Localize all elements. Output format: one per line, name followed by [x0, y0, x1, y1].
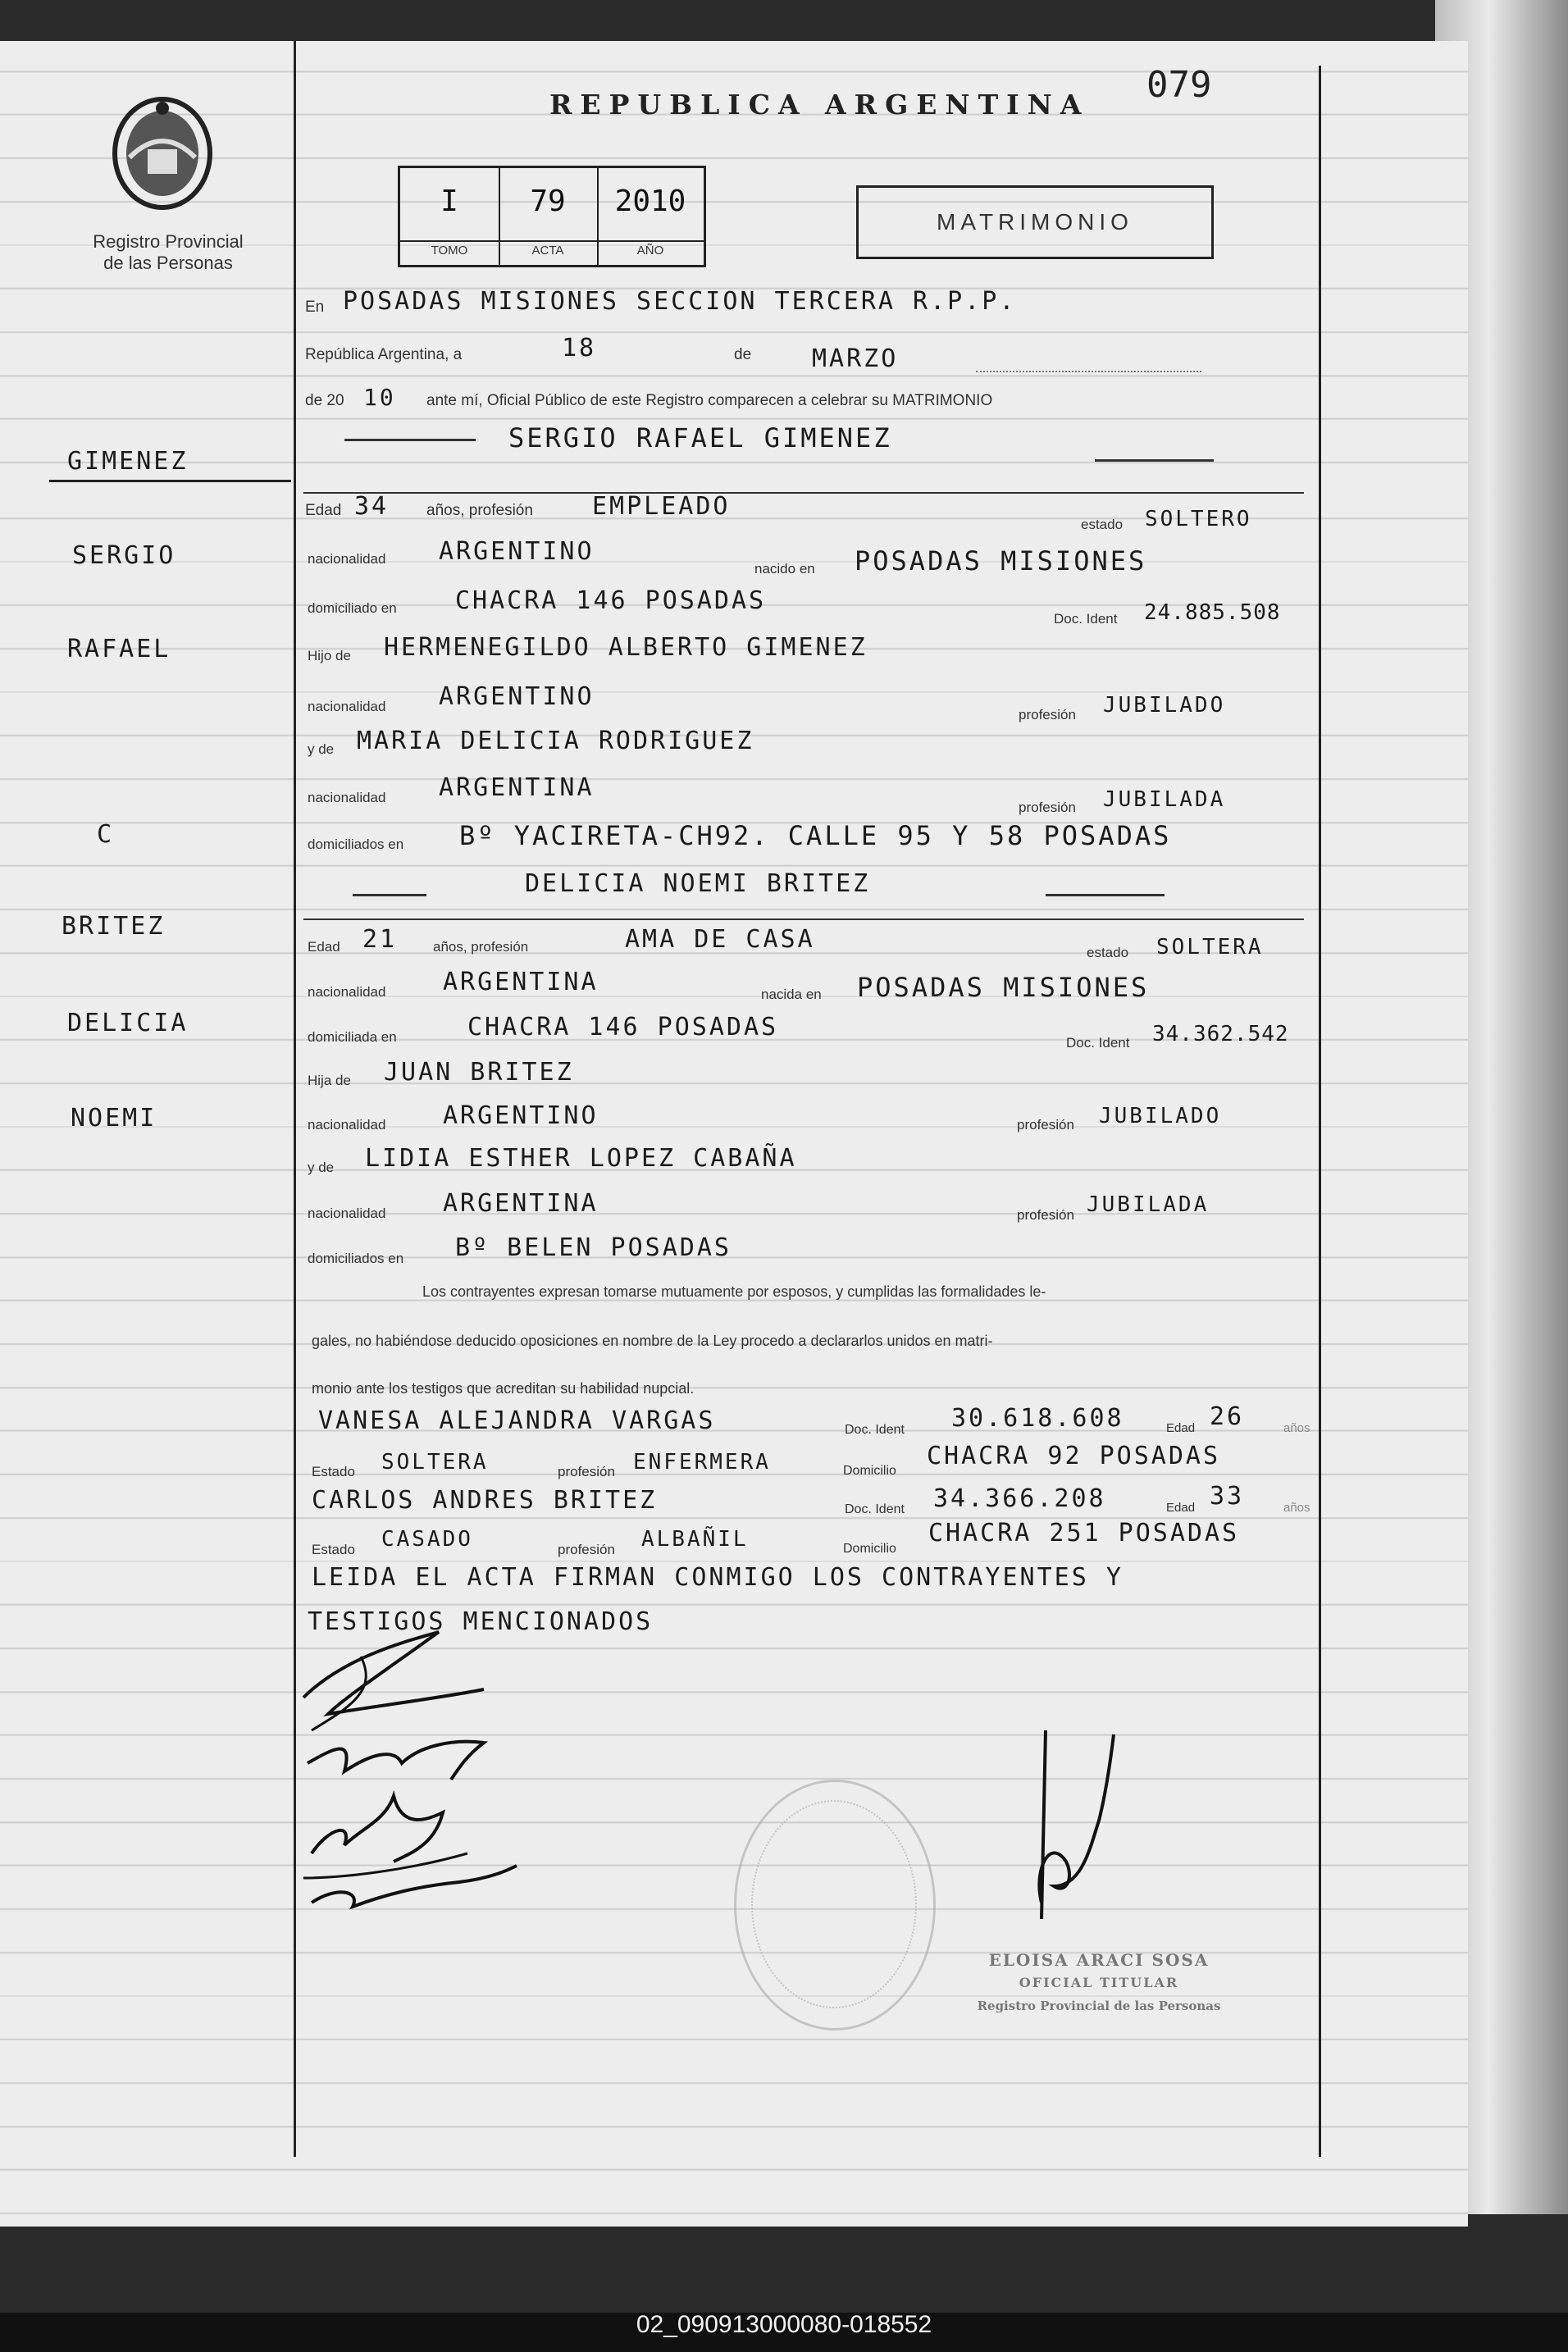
closing-line-2: TESTIGOS MENCIONADOS [308, 1607, 654, 1636]
witness-2-edad-label: Edad [1166, 1501, 1196, 1515]
groom-doc: 24.885.508 [1144, 600, 1281, 625]
bride-padre-nac-label: nacionalidad [308, 1117, 386, 1133]
groom-estado-label: estado [1081, 517, 1124, 532]
groom-full-name: SERGIO RAFAEL GIMENEZ [508, 422, 892, 454]
closing-line-1: LEIDA EL ACTA FIRMAN CONMIGO LOS CONTRAYENTES Y [312, 1563, 1124, 1592]
groom-madre-nac-label: nacionalidad [308, 790, 386, 805]
witness-2-anos-label: años [1283, 1501, 1310, 1515]
witness-1-name: VANESA ALEJANDRA VARGAS [318, 1406, 716, 1435]
bride-padres-dom: Bº BELEN POSADAS [455, 1233, 732, 1262]
groom-padre-nac-label: nacionalidad [308, 699, 386, 714]
bride-hija-label: Hija de [308, 1073, 351, 1088]
bride-madre-nac: ARGENTINA [443, 1189, 599, 1218]
bride-dom-label: domiciliada en [308, 1029, 397, 1045]
witness-1-estado: SOLTERA [381, 1450, 489, 1475]
bride-estado: SOLTERA [1156, 935, 1264, 959]
sidebar-bride-first: DELICIA [67, 1009, 189, 1037]
bride-padre-prof-label: profesión [1017, 1117, 1074, 1133]
bride-domicilio: CHACRA 146 POSADAS [467, 1013, 779, 1042]
registry-label: Registro Provincial de las Personas [93, 231, 244, 273]
province-emblem-icon [105, 92, 220, 215]
witness-1-anos-label: años [1283, 1421, 1310, 1435]
groom-madre: MARIA DELICIA RODRIGUEZ [357, 727, 754, 755]
sidebar-name-first: SERGIO [72, 541, 176, 570]
sidebar-name-surname: GIMENEZ [67, 447, 189, 476]
name-rule-right [1095, 459, 1214, 462]
bride-madre-prof: JUBILADA [1087, 1192, 1210, 1217]
image-id-caption: 02_090913000080-018552 [636, 2311, 932, 2338]
bride-madre-prof-label: profesión [1017, 1207, 1074, 1223]
acta-label: ACTA [499, 240, 597, 258]
witness-2-doc-label: Doc. Ident [845, 1502, 905, 1516]
name-rule-left [344, 439, 476, 441]
witness-1-edad: 26 [1210, 1402, 1245, 1431]
acta-value: 79 [530, 185, 566, 218]
intro-rest: ante mí, Oficial Público de este Registro comparecen a celebrar su MATRIMONIO [426, 392, 993, 409]
bride-name-rule-left [353, 894, 426, 896]
groom-hijo-label: Hijo de [308, 648, 351, 663]
witness-2-estado: CASADO [381, 1527, 473, 1552]
bride-padre: JUAN BRITEZ [384, 1058, 574, 1087]
bride-doc: 34.362.542 [1152, 1022, 1289, 1046]
bride-full-name: DELICIA NOEMI BRITEZ [525, 869, 871, 898]
en-label: En [305, 299, 325, 316]
witness-2-profesion: ALBAÑIL [641, 1527, 749, 1552]
witness-2-domicilio: CHACRA 251 POSADAS [928, 1519, 1240, 1547]
groom-nacido-label: nacido en [754, 561, 815, 577]
month-rule [976, 371, 1201, 372]
witness-1-estado-label: Estado [312, 1464, 355, 1479]
groom-padre-nac: ARGENTINO [439, 682, 595, 711]
witness-1-domic-label: Domicilio [843, 1464, 896, 1478]
bride-yde-label: y de [308, 1160, 335, 1175]
day-value: 18 [562, 334, 597, 362]
right-margin-rule [1319, 66, 1321, 2157]
groom-doc-label: Doc. Ident [1054, 611, 1118, 627]
bride-nacida-label: nacida en [761, 987, 822, 1002]
groom-madre-prof: JUBILADA [1103, 787, 1226, 812]
bride-nacida-en: POSADAS MISIONES [857, 972, 1150, 1003]
tomo-acta-ano-box [398, 166, 706, 267]
bride-section-rule [303, 918, 1304, 920]
groom-profesion: EMPLEADO [592, 492, 731, 521]
groom-section-rule [303, 492, 1304, 494]
groom-dom-label: domiciliado en [308, 600, 397, 616]
tomo-label: TOMO [400, 240, 499, 258]
witness-2-name: CARLOS ANDRES BRITEZ [312, 1486, 658, 1515]
groom-edad-label: Edad [305, 502, 342, 519]
bride-nac-label: nacionalidad [308, 984, 386, 1000]
republica-label: República Argentina, a [305, 346, 463, 363]
bride-name-rule-right [1046, 894, 1165, 896]
groom-madre-nac: ARGENTINA [439, 773, 595, 802]
witness-2-edad: 33 [1210, 1482, 1245, 1511]
sidebar-divider [49, 480, 291, 482]
official-stamp-text [964, 1949, 1234, 2017]
bride-edad-label: Edad [308, 939, 340, 955]
bride-edad: 21 [362, 925, 398, 954]
year-prefix: de 20 [305, 392, 344, 409]
acta-cell [499, 168, 599, 265]
witness-1-edad-label: Edad [1166, 1421, 1196, 1435]
witness-1-doc-label: Doc. Ident [845, 1423, 905, 1437]
groom-doms-label: domiciliados en [308, 836, 404, 852]
page-number: 079 [1146, 64, 1212, 106]
groom-edad: 34 [354, 492, 390, 521]
sidebar-bride-surname: BRITEZ [62, 912, 166, 941]
party-signatures [295, 1607, 558, 1935]
sidebar-name-second: RAFAEL [67, 635, 171, 663]
groom-padre-prof: JUBILADO [1103, 693, 1226, 718]
groom-nac-label: nacionalidad [308, 551, 386, 567]
witness-2-doc: 34.366.208 [933, 1484, 1106, 1513]
bride-doms-label: domiciliados en [308, 1251, 404, 1266]
declaration-line-3: monio ante los testigos que acreditan su habilidad nupcial. [312, 1380, 695, 1397]
official-office: Registro Provincial de las Personas [977, 1999, 1221, 2013]
country-title: REPUBLICA ARGENTINA [549, 89, 1090, 121]
groom-madre-prof-label: profesión [1019, 800, 1076, 815]
declaration-line-2: gales, no habiéndose deducido oposiciones en nombre de la Ley procedo a declararlos unidos en matri- [312, 1333, 993, 1349]
bride-madre-nac-label: nacionalidad [308, 1206, 386, 1221]
witness-1-profesion: ENFERMERA [633, 1450, 771, 1475]
ano-value: 2010 [614, 185, 686, 218]
bride-padre-nac: ARGENTINO [443, 1101, 599, 1130]
groom-padres-dom: Bº YACIRETA-CH92. CALLE 95 Y 58 POSADAS [459, 820, 1172, 851]
bride-padre-prof: JUBILADO [1099, 1104, 1222, 1128]
official-title: OFICIAL TITULAR [1019, 1975, 1179, 1990]
ano-label: AÑO [597, 240, 704, 258]
year-suffix: 10 [363, 384, 396, 411]
witness-2-prof-label: profesión [558, 1542, 615, 1557]
bride-madre: LIDIA ESTHER LOPEZ CABAÑA [365, 1144, 797, 1173]
official-name: ELOISA ARACI SOSA [988, 1950, 1210, 1970]
tomo-cell [400, 168, 500, 265]
bride-estado-label: estado [1087, 945, 1129, 960]
bride-nacionalidad: ARGENTINA [443, 968, 599, 996]
bride-doc-label: Doc. Ident [1066, 1035, 1130, 1051]
groom-anos-label: años, profesión [426, 502, 533, 519]
record-type-box: MATRIMONIO [856, 185, 1214, 259]
official-signature [1017, 1722, 1132, 1935]
groom-yde-label: y de [308, 741, 335, 757]
groom-domicilio: CHACRA 146 POSADAS [455, 586, 767, 615]
bride-profesion: AMA DE CASA [625, 925, 815, 954]
sidebar-conjunction: C [97, 820, 115, 849]
witness-2-domic-label: Domicilio [843, 1542, 896, 1556]
witness-1-doc: 30.618.608 [951, 1404, 1124, 1433]
witness-2-estado-label: Estado [312, 1542, 355, 1557]
witness-1-domicilio: CHACRA 92 POSADAS [927, 1442, 1221, 1470]
bride-anos-label: años, profesión [433, 939, 529, 955]
declaration-line-1: Los contrayentes expresan tomarse mutuamente por esposos, y cumplidas las formalidades le- [422, 1283, 1046, 1300]
groom-padre: HERMENEGILDO ALBERTO GIMENEZ [384, 633, 868, 662]
month-value: MARZO [812, 344, 899, 373]
groom-nacido-en: POSADAS MISIONES [855, 545, 1147, 577]
tomo-value: I [440, 185, 458, 218]
groom-estado: SOLTERO [1145, 507, 1252, 531]
de-label: de [734, 346, 752, 363]
ano-cell [597, 168, 704, 265]
sidebar-bride-second: NOEMI [71, 1104, 157, 1133]
official-seal [734, 1780, 936, 2031]
witness-1-prof-label: profesión [558, 1464, 615, 1479]
groom-nacionalidad: ARGENTINO [439, 537, 595, 566]
place-value: POSADAS MISIONES SECCION TERCERA R.P.P. [343, 287, 1017, 316]
groom-padre-prof-label: profesión [1019, 707, 1076, 722]
